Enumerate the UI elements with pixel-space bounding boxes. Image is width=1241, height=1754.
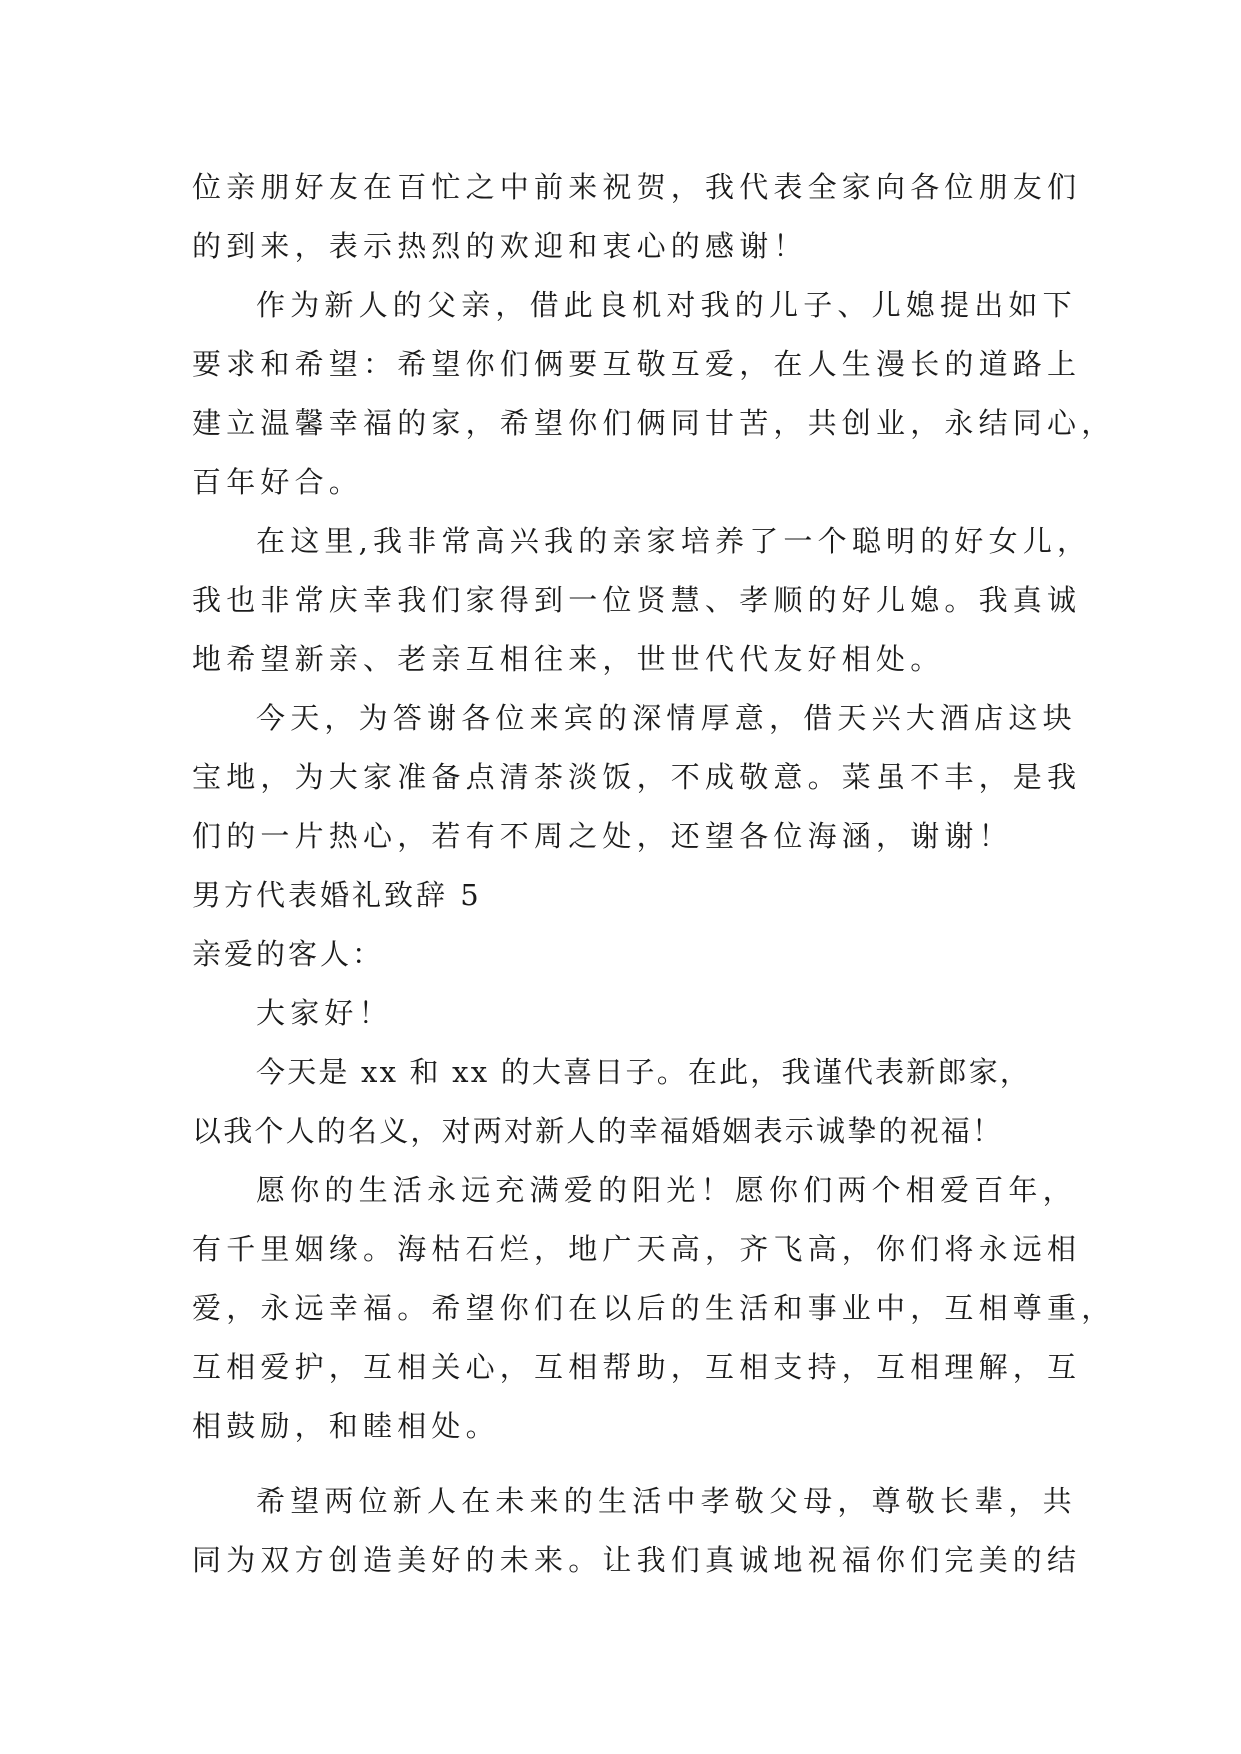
paragraph-line: 同为双方创造美好的未来。让我们真诚地祝福你们完美的结 bbox=[192, 1543, 1082, 1577]
paragraph-line: 今天，为答谢各位来宾的深情厚意，借天兴大酒店这块 bbox=[256, 701, 1077, 735]
paragraph-line: 希望两位新人在未来的生活中孝敬父母，尊敬长辈，共 bbox=[256, 1484, 1077, 1518]
greeting: 大家好！ bbox=[256, 996, 393, 1030]
document-body bbox=[192, 158, 1116, 1590]
paragraph-line: 作为新人的父亲，借此良机对我的儿子、儿媳提出如下 bbox=[256, 288, 1077, 322]
paragraph-line: 爱，永远幸福。希望你们在以后的生活和事业中，互相尊重， bbox=[192, 1291, 1116, 1325]
paragraph-line: 要求和希望：希望你们俩要互敬互爱，在人生漫长的道路上 bbox=[192, 347, 1082, 381]
paragraph-line: 在这里,我非常高兴我的亲家培养了一个聪明的好女儿， bbox=[256, 524, 1092, 558]
paragraph-line: 相鼓励，和睦相处。 bbox=[192, 1409, 500, 1443]
paragraph-line: 地希望新亲、老亲互相往来，世世代代友好相处。 bbox=[192, 642, 945, 676]
paragraph-line: 位亲朋好友在百忙之中前来祝贺，我代表全家向各位朋友们 bbox=[192, 170, 1082, 204]
paragraph-line: 我也非常庆幸我们家得到一位贤慧、孝顺的好儿媳。我真诚 bbox=[192, 583, 1082, 617]
paragraph-line: 有千里姻缘。海枯石烂，地广天高，齐飞高，你们将永远相 bbox=[192, 1232, 1082, 1266]
paragraph-line: 互相爱护，互相关心，互相帮助，互相支持，互相理解，互 bbox=[192, 1350, 1082, 1384]
paragraph-line: 的到来，表示热烈的欢迎和衷心的感谢！ bbox=[192, 229, 808, 263]
paragraph-line: 百年好合。 bbox=[192, 465, 364, 499]
paragraph-line: 愿你的生活永远充满爱的阳光！愿你们两个相爱百年， bbox=[256, 1173, 1077, 1207]
paragraph-line: 宝地，为大家准备点清茶淡饭，不成敬意。菜虽不丰，是我 bbox=[192, 760, 1082, 794]
paragraph-line: 建立温馨幸福的家，希望你们俩同甘苦，共创业，永结同心， bbox=[192, 406, 1116, 440]
salutation: 亲爱的客人： bbox=[192, 937, 385, 971]
paragraph-line: 以我个人的名义，对两对新人的幸福婚姻表示诚挚的祝福！ bbox=[192, 1114, 1004, 1148]
section-heading: 男方代表婚礼致辞 5 bbox=[192, 878, 482, 912]
paragraph-line: 今天是 xx 和 xx 的大喜日子。在此，我谨代表新郎家， bbox=[256, 1055, 1032, 1089]
paragraph-line: 们的一片热心，若有不周之处，还望各位海涵，谢谢！ bbox=[192, 819, 1013, 853]
